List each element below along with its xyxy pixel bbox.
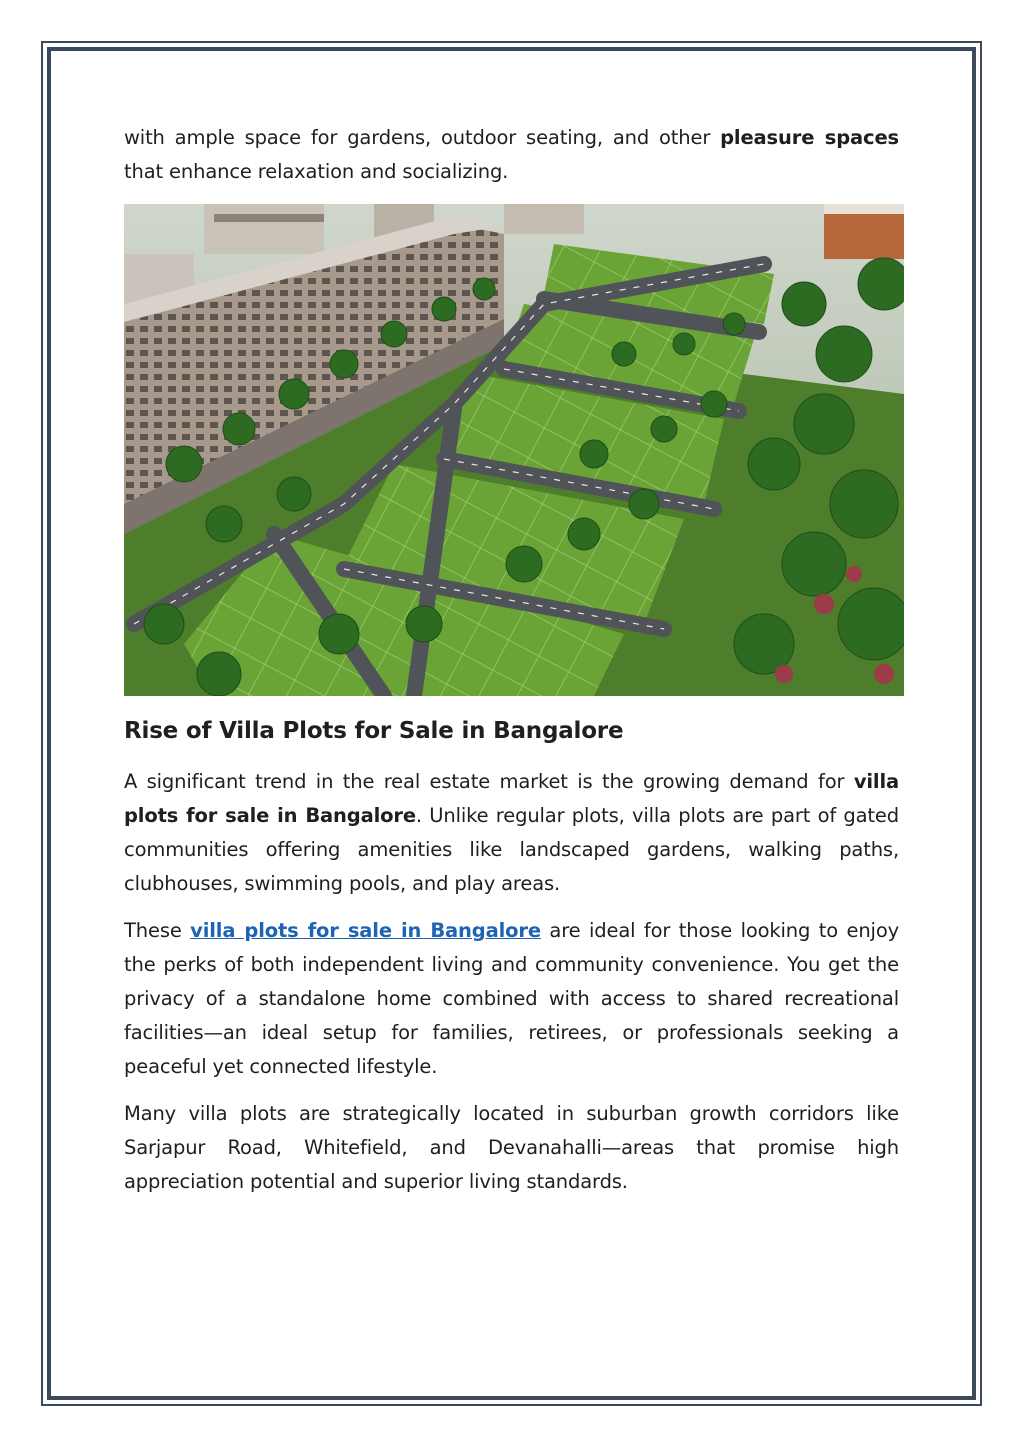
villa-plots-link[interactable]: villa plots for sale in Bangalore [190, 919, 541, 942]
section-heading: Rise of Villa Plots for Sale in Bangalore [124, 718, 624, 744]
paragraph-villa-benefits [124, 914, 899, 1084]
p1-text-before: A significant trend in the real estate market is the growing demand for [124, 770, 854, 793]
paragraph-villa-trend [124, 765, 899, 901]
intro-text-before: with ample space for gardens, outdoor seating, and other [124, 126, 721, 149]
intro-text-after: that enhance relaxation and socializing. [124, 160, 509, 183]
villa-plots-aerial-image [124, 204, 904, 696]
p2-text-after: are ideal for those looking to enjoy the perks of both independent living and community convenience. You get the privacy of a standalone home combined with access to shared recreational facilities—an ideal setup for families, retirees, or professionals seeking a peaceful yet connected lifestyle. [124, 919, 899, 1078]
paragraph-villa-locations: Many villa plots are strategically located in suburban growth corridors like Sarjapur Road, Whitefield, and Devanahalli—areas that promise high appreciation potential and superior living standards. [124, 1102, 899, 1193]
p1-text-after: . Unlike regular plots, villa plots are part of gated communities offering amenities like landscaped gardens, walking paths, clubhouses, swimming pools, and play areas. [124, 804, 899, 895]
p1-bold-phrase: villa plots for sale in Bangalore [124, 770, 899, 827]
intro-paragraph [124, 121, 899, 189]
intro-bold-phrase: pleasure spaces [720, 126, 899, 149]
document-content [124, 121, 899, 1212]
p2-text-before: These [124, 919, 191, 942]
